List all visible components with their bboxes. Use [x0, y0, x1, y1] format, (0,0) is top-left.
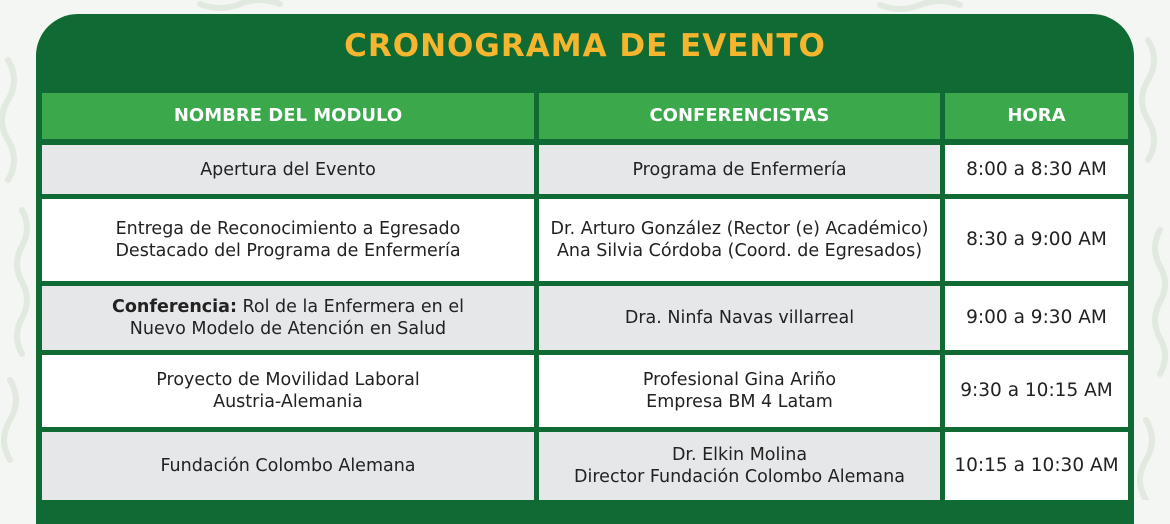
- cell-line: [551, 218, 929, 240]
- cell-text: Rol de la Enfermera en el: [236, 297, 464, 317]
- cell-line: [156, 369, 419, 391]
- module-prefix: Conferencia:: [112, 297, 237, 317]
- cell-line: [574, 444, 905, 466]
- cell-line: [200, 159, 376, 181]
- cell-text: Empresa BM 4 Latam: [646, 392, 833, 412]
- time-cell: 9:00 a 9:30 AM: [945, 286, 1128, 350]
- cell-line: [632, 159, 846, 181]
- header-speakers: CONFERENCISTAS: [539, 93, 940, 139]
- cell-text: Fundación Colombo Alemana: [160, 456, 416, 476]
- cell-line: [160, 455, 415, 477]
- time-cell: 8:30 a 9:00 AM: [945, 199, 1128, 281]
- cell-text: Dr. Arturo González (Rector (e) Académico): [550, 219, 929, 239]
- header-time: HORA: [945, 93, 1128, 139]
- cell-line: [643, 369, 836, 391]
- cell-text: Austria-Alemania: [213, 392, 363, 412]
- cell-text: Proyecto de Movilidad Laboral: [156, 370, 420, 390]
- cell-line: [551, 240, 929, 262]
- cell-text: Dr. Elkin Molina: [671, 445, 808, 465]
- cell-text: Profesional Gina Ariño: [642, 370, 837, 390]
- cell-text: Destacado del Programa de Enfermería: [115, 241, 461, 261]
- cell-line: [574, 466, 905, 488]
- cell-line: [643, 391, 836, 413]
- speaker-cell: [539, 199, 940, 281]
- cell-text: Entrega de Reconocimiento a Egresado: [115, 219, 461, 239]
- speaker-cell: [539, 286, 940, 350]
- module-cell: [42, 432, 534, 500]
- module-cell: [42, 286, 534, 350]
- module-cell: [42, 199, 534, 281]
- cell-text: Programa de Enfermería: [632, 159, 847, 180]
- speaker-cell: [539, 432, 940, 500]
- cell-text: Apertura del Evento: [200, 159, 376, 180]
- cell-line: [112, 296, 464, 318]
- cell-line: [156, 391, 419, 413]
- cell-text: Ana Silvia Córdoba (Coord. de Egresados): [556, 241, 923, 261]
- cell-text: Nuevo Modelo de Atención en Salud: [129, 319, 447, 339]
- cell-line: [115, 218, 460, 240]
- speaker-cell: [539, 145, 940, 194]
- cell-line: [115, 240, 460, 262]
- time-cell: 9:30 a 10:15 AM: [945, 355, 1128, 427]
- speaker-cell: [539, 355, 940, 427]
- time-cell: 10:15 a 10:30 AM: [945, 432, 1128, 500]
- module-cell: [42, 355, 534, 427]
- cell-text: Director Fundación Colombo Alemana: [574, 467, 905, 487]
- time-cell: 8:00 a 8:30 AM: [945, 145, 1128, 194]
- module-cell: [42, 145, 534, 194]
- page-title: CRONOGRAMA DE EVENTO: [344, 28, 826, 64]
- header-module: NOMBRE DEL MODULO: [42, 93, 534, 139]
- cell-line: [112, 318, 464, 340]
- cell-line: [625, 307, 854, 329]
- cell-text: Dra. Ninfa Navas villarreal: [624, 308, 855, 328]
